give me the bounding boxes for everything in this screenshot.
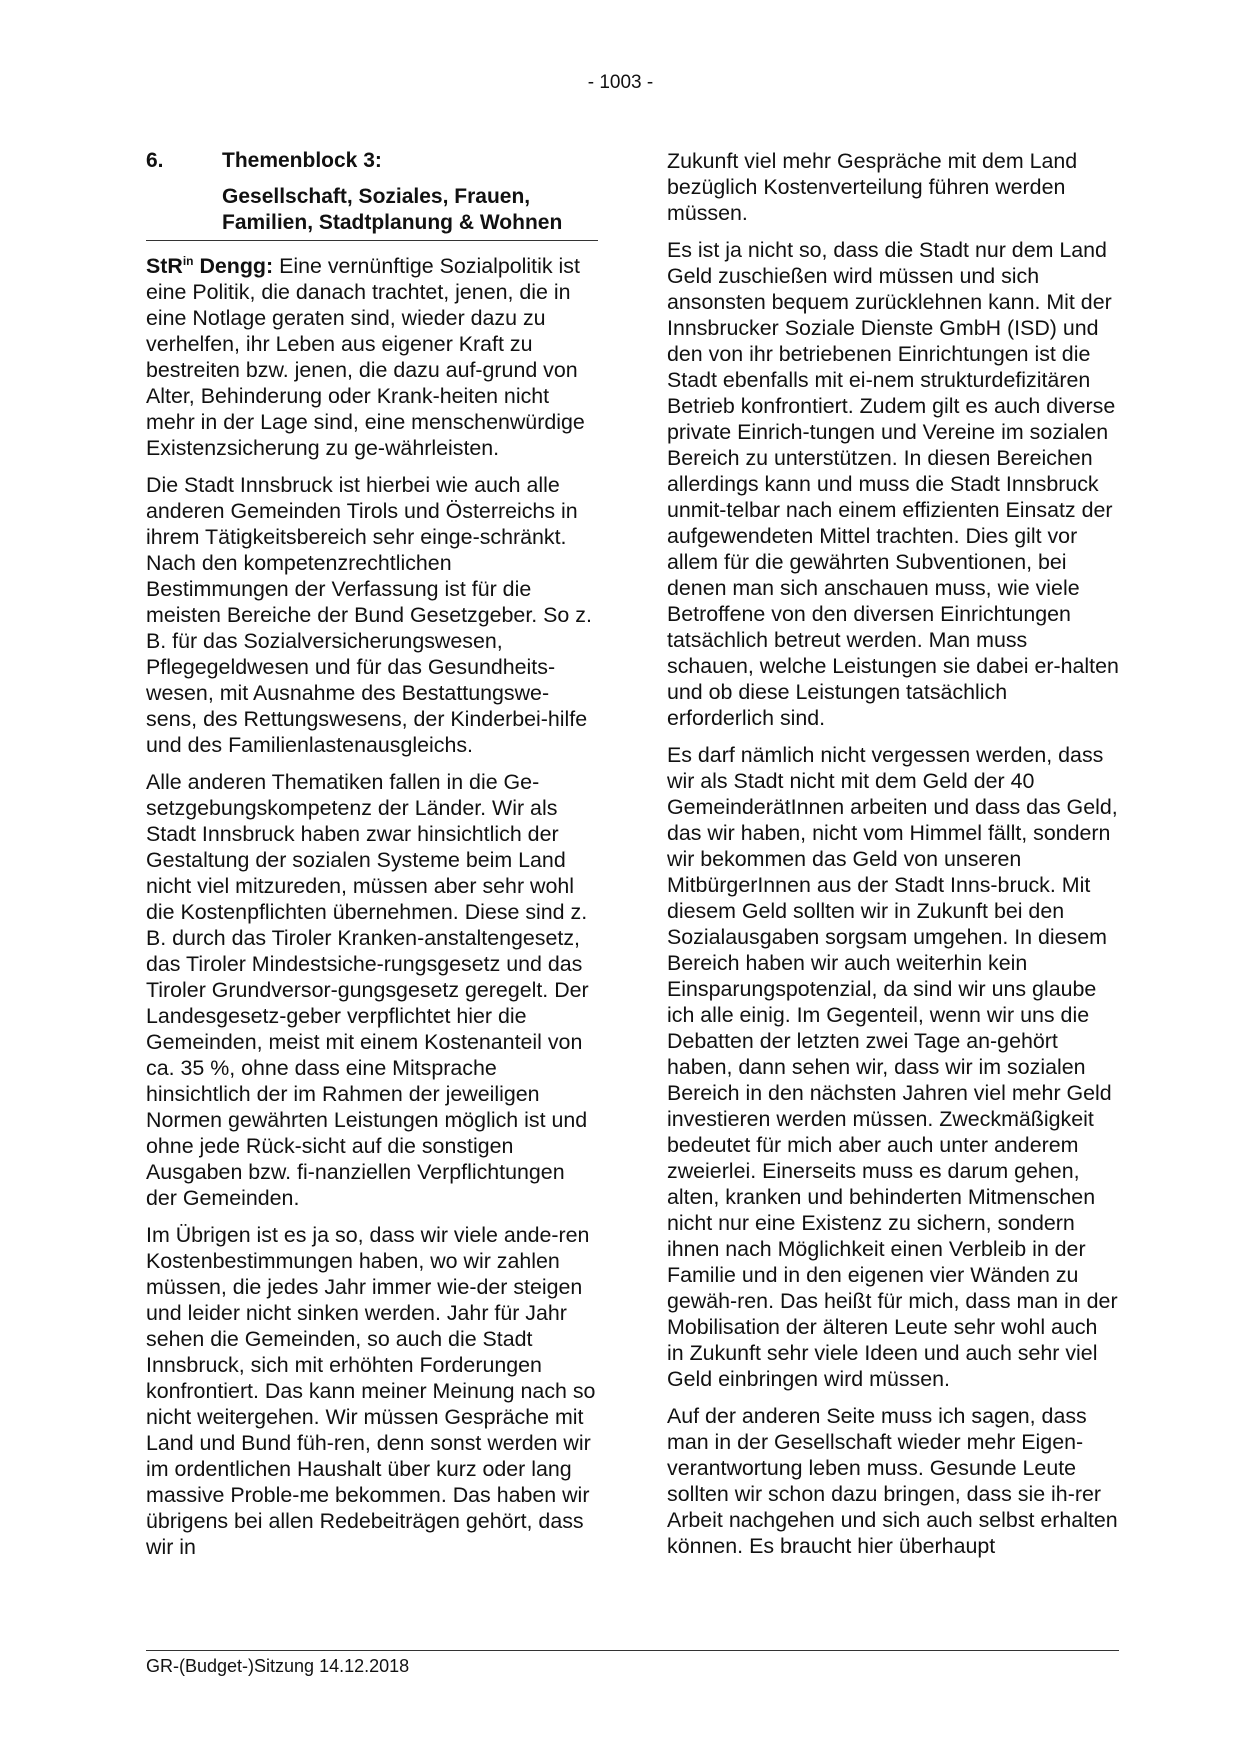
footer-text: GR-(Budget-)Sitzung 14.12.2018 bbox=[146, 1656, 410, 1676]
section-number: 6. bbox=[146, 149, 164, 172]
speaker-sup: in bbox=[182, 253, 194, 268]
right-column bbox=[667, 148, 1119, 1570]
paragraph: Es ist ja nicht so, dass die Stadt nur dem Land Geld zuschießen wird müssen und sich ansonsten bequem zurücklehnen kann. Mit der Innsbrucker Soziale Dienste GmbH (ISD) und den von ihr betriebenen Einrichtungen ist die Stadt ebenfalls mit ei-nem strukturdefizitären Betrieb konfrontiert. Zudem gilt es auch diverse private Einrich-tungen und Vereine im sozialen Bereich zu unterstützen. In diesen Bereichen allerdings kann und muss die Stadt Innsbruck unmit-telbar nach einem effizienten Einsatz der aufgewendeten Mittel trachten. Dies gilt vor allem für die gewährten Subventionen, bei denen man sich anschauen muss, wie viele Betroffene von den diversen Einrichtungen tatsächlich betreut werden. Man muss schauen, welche Leistungen sie dabei er-halten und ob diese Leistungen tatsächlich erforderlich sind. bbox=[667, 238, 1119, 730]
paragraph: Die Stadt Innsbruck ist hierbei wie auch alle anderen Gemeinden Tirols und Österreichs in ihrem Tätigkeitsbereich sehr einge-schränkt. Nach den kompetenzrechtlichen Bestimmungen der Verfassung ist für die meisten Bereiche der Bund Gesetzgeber. So z. B. für das Sozialversicherungswesen, Pflegegeldwesen und für das Gesundheits-wesen, mit Ausnahme des Bestattungswe-sens, des Rettungswesens, der Kinderbei-hilfe und des Familienlastenausgleichs. bbox=[146, 473, 592, 757]
paragraph: Im Übrigen ist es ja so, dass wir viele ande-ren Kostenbestimmungen haben, wo wir zahlen müssen, die jedes Jahr immer wie-der steigen und leider nicht sinken werden. Jahr für Jahr sehen die Gemeinden, so auch die Stadt Innsbruck, sich mit erhöhten Forderungen konfrontiert. Das kann meiner Meinung nach so nicht weitergehen. Wir müssen Gespräche mit Land und Bund füh-ren, denn sonst werden wir im ordentlichen Haushalt über kurz oder lang massive Proble-me bekommen. Das haben wir übrigens bei allen Redebeiträgen gehört, dass wir in bbox=[146, 1223, 596, 1559]
paragraph: Zukunft viel mehr Gespräche mit dem Land bezüglich Kostenverteilung führen werden müssen. bbox=[667, 149, 1078, 225]
section-subtitle-line-1: Gesellschaft, Soziales, Frauen, bbox=[222, 185, 531, 208]
footer-divider bbox=[146, 1650, 1119, 1651]
section-subtitle-line-2: Familien, Stadtplanung & Wohnen bbox=[222, 211, 563, 234]
paragraph: Auf der anderen Seite muss ich sagen, dass man in der Gesellschaft wieder mehr Eigen-verantwortung leben muss. Gesunde Leute sollten wir schon dazu bringen, dass sie ih-rer Arbeit nachgehen und sich auch selbst erhalten können. Es braucht hier überhaupt bbox=[667, 1404, 1118, 1558]
paragraph: Alle anderen Thematiken fallen in die Ge-setzgebungskompetenz der Länder. Wir als Stadt Innsbruck haben zwar hinsichtlich der Gestaltung der sozialen Systeme beim Land nicht viel mitzureden, müssen aber sehr wohl die Kostenpflichten übernehmen. Diese sind z. B. durch das Tiroler Kranken-anstaltengesetz, das Tiroler Mindestsiche-rungsgesetz und das Tiroler Grundversor-gungsgesetz geregelt. Der Landesgesetz-geber verpflichtet hier die Gemeinden, meist mit einem Kostenanteil von ca. 35 %, ohne dass eine Mitsprache hinsichtlich der im Rahmen der jeweiligen Normen gewährten Leistungen möglich ist und ohne jede Rück-sicht auf die sonstigen Ausgaben bzw. fi-nanziellen Verpflichtungen der Gemeinden. bbox=[146, 770, 589, 1210]
speaker-name: Dengg: bbox=[193, 254, 274, 278]
page-number: - 1003 - bbox=[587, 72, 654, 93]
left-column bbox=[146, 148, 598, 1571]
paragraph bbox=[146, 253, 598, 461]
speaker-prefix: StR bbox=[146, 254, 183, 278]
paragraph-text: Eine vernünftige Sozialpolitik ist eine Politik, die danach trachtet, jenen, die in eine Notlage geraten sind, wieder dazu zu verhelfen, ihr Leben aus eigener Kraft zu bestreiten bzw. jenen, die dazu auf-grund von Alter, Behinderung oder Krank-heiten nicht mehr in der Lage sind, eine menschenwürdige Existenzsicherung zu ge-währleisten. bbox=[146, 254, 585, 460]
speaker-label bbox=[146, 254, 273, 278]
section-title: Themenblock 3: bbox=[222, 149, 382, 172]
paragraph: Es darf nämlich nicht vergessen werden, dass wir als Stadt nicht mit dem Geld der 40 GemeinderätInnen arbeiten und dass das Geld, das wir haben, nicht vom Himmel fällt, sondern wir bekommen das Geld von unseren MitbürgerInnen aus der Stadt Inns-bruck. Mit diesem Geld sollten wir in Zukunft bei den Sozialausgaben sorgsam umgehen. In diesem Bereich haben wir auch weiterhin kein Einsparungspotenzial, da sind wir uns glaube ich alle einig. Im Gegenteil, wenn wir uns die Debatten der letzten zwei Tage an-gehört haben, dann sehen wir, dass wir im sozialen Bereich in den nächsten Jahren viel mehr Geld investieren werden müssen. Zweckmäßigkeit bedeutet für mich aber auch unter anderem zweierlei. Einerseits muss es darum gehen, alten, kranken und behinderten Mitmenschen nicht nur eine Existenz zu sichern, sondern ihnen nach Möglichkeit einen Verbleib in der Familie und in den eigenen vier Wänden zu gewäh-ren. Das heißt für mich, dass man in der Mobilisation der älteren Leute sehr wohl auch in Zukunft sehr viele Ideen und auch sehr viel Geld einbringen wird müssen. bbox=[667, 743, 1118, 1391]
section-heading bbox=[146, 148, 598, 241]
